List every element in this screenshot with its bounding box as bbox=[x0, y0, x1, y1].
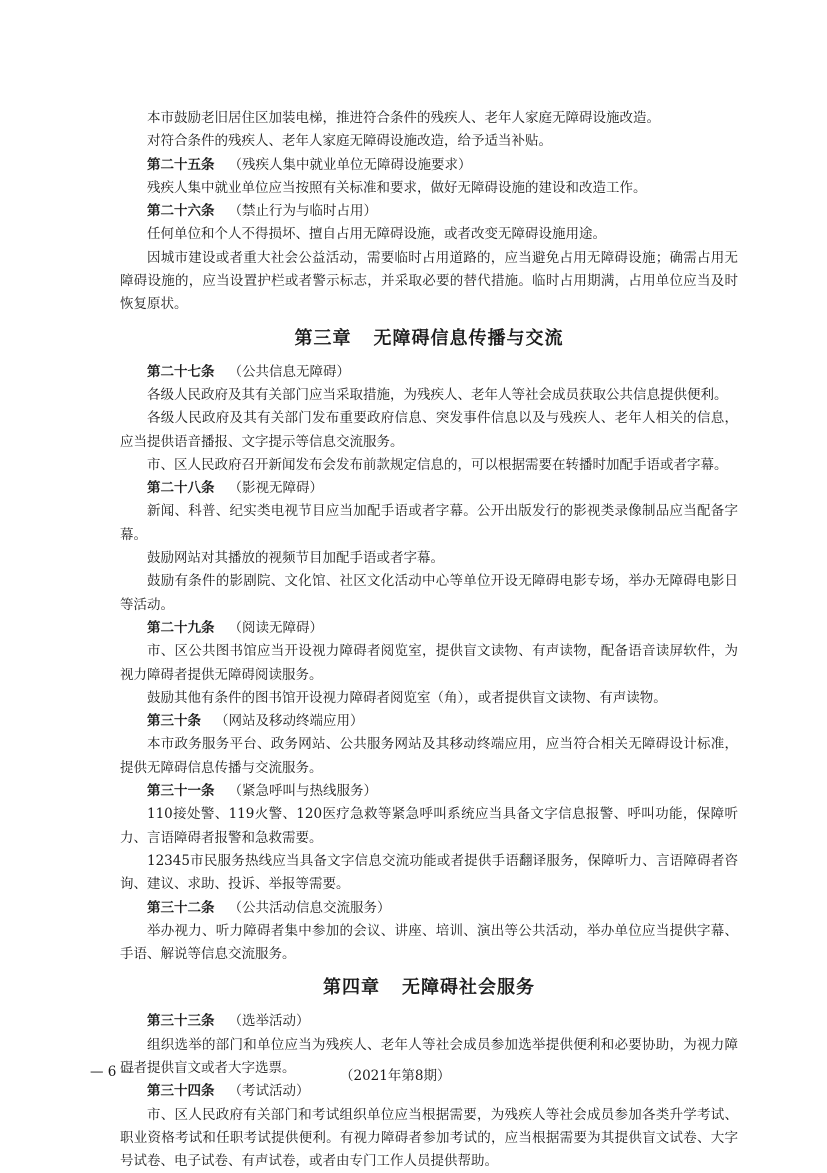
article-heading bbox=[120, 897, 738, 920]
paragraph: 新闻、科普、纪实类电视节目应当加配手语或者字幕。公开出版发行的影视类录像制品应当配备字幕。 bbox=[120, 503, 738, 543]
paragraph: 举办视力、听力障碍者集中参加的会议、讲座、培训、演出等公共活动，举办单位应当提供字幕、手语、解说等信息交流服务。 bbox=[120, 922, 738, 963]
paragraph: 任何单位和个人不得损坏、擅自占用无障碍设施，或者改变无障碍设施用途。 bbox=[147, 226, 606, 243]
article-number: 第二十六条 bbox=[147, 203, 215, 220]
article-heading bbox=[120, 154, 738, 177]
article-title: （考试活动） bbox=[228, 1083, 310, 1100]
chapter-title: 无障碍社会服务 bbox=[402, 977, 535, 999]
article-heading bbox=[120, 477, 738, 500]
article-title: （影视无障碍） bbox=[228, 480, 323, 497]
article-number: 第三十二条 bbox=[147, 899, 215, 916]
article-heading bbox=[120, 780, 738, 803]
article-heading bbox=[120, 710, 738, 733]
article-number: 第三十三条 bbox=[147, 1013, 215, 1030]
article-number: 第三十四条 bbox=[147, 1083, 215, 1100]
document-body bbox=[120, 107, 738, 1173]
article-heading bbox=[120, 361, 738, 384]
paragraph: 本市鼓励老旧居住区加装电梯，推进符合条件的残疾人、老年人家庭无障碍设施改造。 bbox=[147, 110, 660, 126]
chapter-title: 无障碍信息传播与交流 bbox=[373, 327, 564, 349]
chapter-number: 第四章 bbox=[323, 977, 380, 999]
paragraph: 组织选举的部门和单位应当为残疾人、老年人等社会成员参加选举提供便利和必要协助，为视力障碍者提供盲文或者大字选票。 bbox=[120, 1036, 738, 1076]
article-title: （网站及移动终端应用） bbox=[215, 713, 364, 730]
article-title: （阅读无障碍） bbox=[228, 619, 323, 636]
paragraph: 鼓励网站对其播放的视频节目加配手语或者字幕。 bbox=[147, 550, 444, 567]
paragraph: 110接处警、119火警、120医疗急救等紧急呼叫系统应当具备文字信息报警、呼叫功能，保障听力、言语障碍者报警和急救需要。 bbox=[120, 806, 738, 846]
paragraph: 残疾人集中就业单位应当按照有关标准和要求，做好无障碍设施的建设和改造工作。 bbox=[147, 179, 647, 196]
article-number: 第二十五条 bbox=[147, 156, 215, 173]
article-title: （禁止行为与临时占用） bbox=[228, 203, 377, 220]
paragraph: 各级人民政府及其有关部门发布重要政府信息、突发事件信息以及与残疾人、老年人相关的信息，应当提供语音播报、文字提示等信息交流服务。 bbox=[120, 410, 738, 450]
issue-label: （2021年第8期） bbox=[340, 1068, 451, 1084]
article-heading bbox=[120, 200, 738, 223]
article-heading bbox=[120, 1010, 738, 1033]
article-number: 第二十七条 bbox=[147, 363, 215, 380]
paragraph: 市、区公共图书馆应当开设视力障碍者阅览室，提供盲文读物、有声读物，配备语音读屏软件，为视力障碍者提供无障碍阅读服务。 bbox=[120, 643, 738, 683]
paragraph: 对符合条件的残疾人、老年人家庭无障碍设施改造，给予适当补贴。 bbox=[147, 133, 552, 150]
article-title: （公共信息无障碍） bbox=[228, 363, 350, 380]
article-title: （公共活动信息交流服务） bbox=[228, 899, 391, 916]
article-number: 第三十条 bbox=[147, 713, 201, 730]
chapter-heading bbox=[120, 968, 738, 1008]
paragraph: 12345市民服务热线应当具备文字信息交流功能或者提供手语翻译服务，保障听力、言语障碍者咨询、建议、求助、投诉、举报等需要。 bbox=[120, 852, 738, 893]
page-number: — 6 — bbox=[90, 1064, 135, 1080]
article-number: 第二十九条 bbox=[147, 619, 215, 636]
paragraph: 因城市建设或者重大社会公益活动，需要临时占用道路的，应当避免占用无障碍设施；确需占用无障碍设施的，应当设置护栏或者警示标志，并采取必要的替代措施。临时占用期满，占用单位应当及时恢复原状。 bbox=[120, 249, 738, 313]
article-title: （选举活动） bbox=[228, 1013, 310, 1030]
article-title: （残疾人集中就业单位无障碍设施要求） bbox=[228, 156, 472, 173]
paragraph: 市、区人民政府有关部门和考试组织单位应当根据需要，为残疾人等社会成员参加各类升学考试、职业资格考试和任职考试提供便利。有视力障碍者参加考试的，应当根据需要为其提供盲文试卷、大字号试卷、电子试卷、有声试卷，或者由专门工作人员提供帮助。 bbox=[120, 1106, 738, 1170]
paragraph: 本市政务服务平台、政务网站、公共服务网站及其移动终端应用，应当符合相关无障碍设计标准，提供无障碍信息传播与交流服务。 bbox=[120, 736, 738, 776]
paragraph: 市、区人民政府召开新闻发布会发布前款规定信息的，可以根据需要在转播时加配手语或者字幕。 bbox=[147, 456, 728, 473]
chapter-number: 第三章 bbox=[294, 327, 352, 349]
article-title: （紧急呼叫与热线服务） bbox=[228, 783, 377, 800]
paragraph: 各级人民政府及其有关部门应当采取措施，为残疾人、老年人等社会成员获取公共信息提供便利。 bbox=[147, 386, 728, 403]
article-heading bbox=[120, 617, 738, 640]
article-number: 第二十八条 bbox=[147, 480, 215, 497]
chapter-heading bbox=[120, 319, 738, 359]
paragraph: 鼓励有条件的影剧院、文化馆、社区文化活动中心等单位开设无障碍电影专场，举办无障碍电影日等活动。 bbox=[120, 573, 738, 613]
paragraph: 鼓励其他有条件的图书馆开设视力障碍者阅览室（角），或者提供盲文读物、有声读物。 bbox=[147, 689, 667, 706]
article-number: 第三十一条 bbox=[147, 783, 215, 800]
